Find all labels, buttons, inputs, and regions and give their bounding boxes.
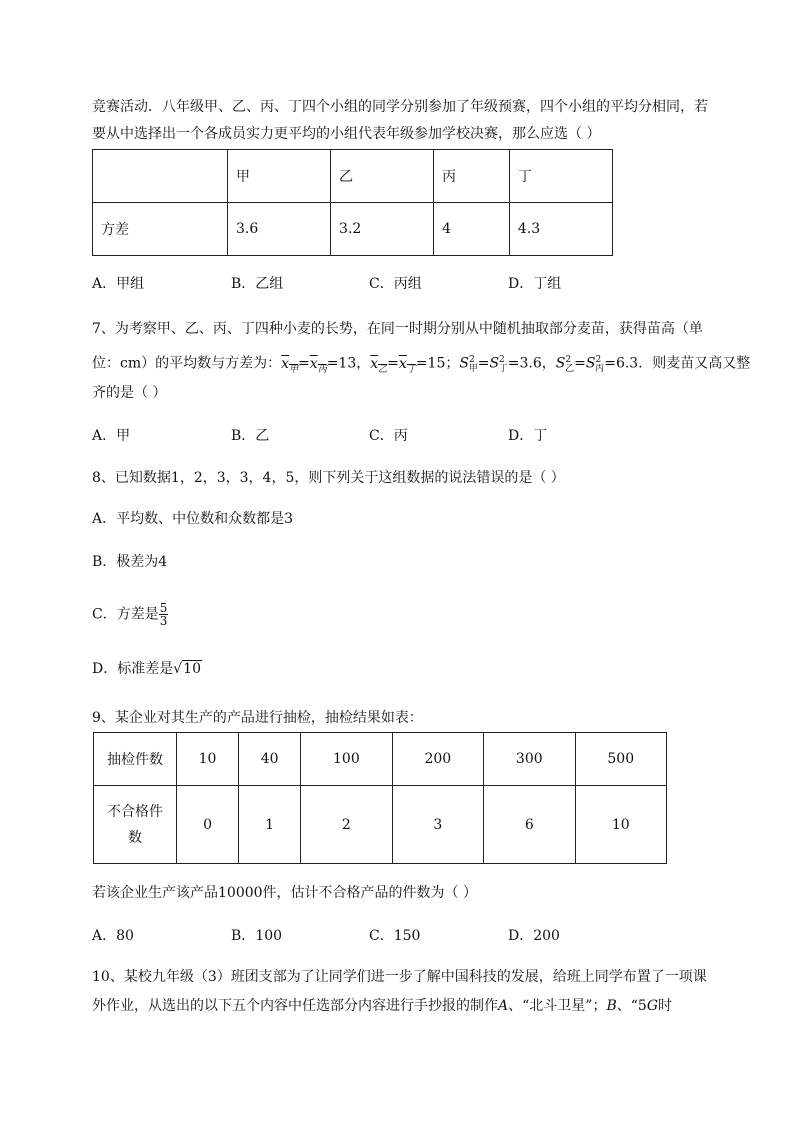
q9-question: 若该企业生产该产品10000件，估计不合格产品的件数为（ ） xyxy=(92,885,477,901)
q7-stem-line2: 位：cm）的平均数与方差为：$x_甲=x_丙=13$，$x_乙=x_丁=15$；$S^2_甲=S^2_丁=3.6$，$S^2_乙=S^2_丙=6.3$．则麦苗又高又整 xyxy=(92,355,751,375)
table-row xyxy=(93,150,613,203)
variance-table xyxy=(92,149,613,256)
sqrt-ten: √10 xyxy=(173,661,201,677)
table-cell xyxy=(93,150,228,203)
table-cell: 4 xyxy=(434,203,510,256)
table-cell: 1 xyxy=(239,786,301,864)
row-label-part: 不合格件 xyxy=(107,803,163,820)
q10-stem-line2 xyxy=(92,996,672,1016)
q9-option-d: D．200 xyxy=(508,928,560,944)
q7-stem-line3: 齐的是（ ） xyxy=(92,385,167,401)
var-jia: S xyxy=(459,355,469,372)
row-label: 抽检件数 xyxy=(94,733,177,786)
row-label xyxy=(94,786,177,864)
mean-yi: $x_乙$ xyxy=(370,355,388,375)
q8-stem: 8、已知数据1，2，3，3，4，5，则下列关于这组数据的说法错误的是（ ） xyxy=(92,470,565,486)
var-bing: S xyxy=(585,355,596,372)
table-cell: 6 xyxy=(484,786,575,864)
table-header-cell: 乙 xyxy=(331,150,434,203)
q8-option-b: B．极差为4 xyxy=(92,554,168,570)
q8-option-c xyxy=(92,602,168,627)
q6-stem-line1: 竞赛活动．八年级甲、乙、丙、丁四个小组的同学分别参加了年级预赛，四个小组的平均分相同，若 xyxy=(92,99,708,115)
q6-option-a: A．甲组 xyxy=(92,276,145,292)
table-cell: 500 xyxy=(575,733,666,786)
item-a-text: 、“北斗卫星”； xyxy=(508,998,607,1014)
q7-option-a: A．甲 xyxy=(92,428,131,444)
table-header-cell: 甲 xyxy=(228,150,331,203)
mean-jia: $x_甲$ xyxy=(281,355,299,375)
row-label: 方差 xyxy=(93,203,228,256)
q8-option-d-text: D．标准差是 xyxy=(92,661,174,677)
table-cell: 4.3 xyxy=(509,203,612,256)
q7-option-c: C．丙 xyxy=(369,428,408,444)
item-b-text: 、“5 xyxy=(616,998,647,1014)
table-cell: 3 xyxy=(392,786,483,864)
q6-option-b: B．乙组 xyxy=(231,276,284,292)
row-label-part: 数 xyxy=(128,829,142,846)
table-cell: 200 xyxy=(392,733,483,786)
inspection-table xyxy=(93,732,667,864)
q8-option-a: A．平均数、中位数和众数都是3 xyxy=(92,511,294,527)
fraction-five-thirds: $\frac{5}{3}$ xyxy=(159,601,168,628)
item-b-label: B xyxy=(606,998,617,1014)
q7-option-b: B．乙 xyxy=(231,428,270,444)
q7-stem-line1: 7、为考察甲、乙、丙、丁四种小麦的长势，在同一时期分别从中随机抽取部分麦苗，获得苗高（单 xyxy=(92,321,703,337)
q10-line2-prefix: 外作业，从选出的以下五个内容中任选部分内容进行手抄报的制作 xyxy=(92,998,498,1014)
item-a-label: A xyxy=(498,998,509,1014)
q7-line2-prefix: 位：cm）的平均数与方差为： xyxy=(92,355,282,372)
table-header-cell: 丙 xyxy=(434,150,510,203)
table-header-cell: 丁 xyxy=(509,150,612,203)
var-ding: S xyxy=(489,355,500,372)
var-yi: S xyxy=(555,355,566,372)
mean-bing: $x_丙$ xyxy=(309,355,327,375)
table-cell: 10 xyxy=(575,786,666,864)
table-cell: 3.6 xyxy=(228,203,331,256)
q10-stem-line1: 10、某校九年级（3）班团支部为了让同学们进一步了解中国科技的发展，给班上同学布置了一项课 xyxy=(92,969,707,985)
table-cell: 40 xyxy=(239,733,301,786)
q9-option-c: C．150 xyxy=(369,928,421,944)
item-b-suffix: 时 xyxy=(658,998,673,1014)
table-cell: 2 xyxy=(301,786,392,864)
q9-option-b: B．100 xyxy=(231,928,283,944)
q9-option-a: A．80 xyxy=(92,928,134,944)
mean-ding: $x_丁$ xyxy=(398,355,416,375)
table-row xyxy=(94,733,667,786)
q6-stem-line2: 要从中选择出一个各成员实力更平均的小组代表年级参加学校决赛，那么应选（ ） xyxy=(92,126,601,142)
q6-option-c: C．丙组 xyxy=(369,276,422,292)
table-cell: 0 xyxy=(177,786,239,864)
q7-option-d: D．丁 xyxy=(508,428,548,444)
table-cell: 300 xyxy=(484,733,575,786)
q8-option-d xyxy=(92,659,202,679)
table-cell: 10 xyxy=(177,733,239,786)
table-row xyxy=(93,203,613,256)
table-cell: 100 xyxy=(301,733,392,786)
q8-option-c-text: C．方差是 xyxy=(92,606,159,623)
q9-stem: 9、某企业对其生产的产品进行抽检，抽检结果如表： xyxy=(92,710,423,726)
q6-option-d: D．丁组 xyxy=(508,276,562,292)
table-cell: 3.2 xyxy=(331,203,434,256)
item-b-g: G xyxy=(646,998,659,1014)
table-row xyxy=(94,786,667,864)
